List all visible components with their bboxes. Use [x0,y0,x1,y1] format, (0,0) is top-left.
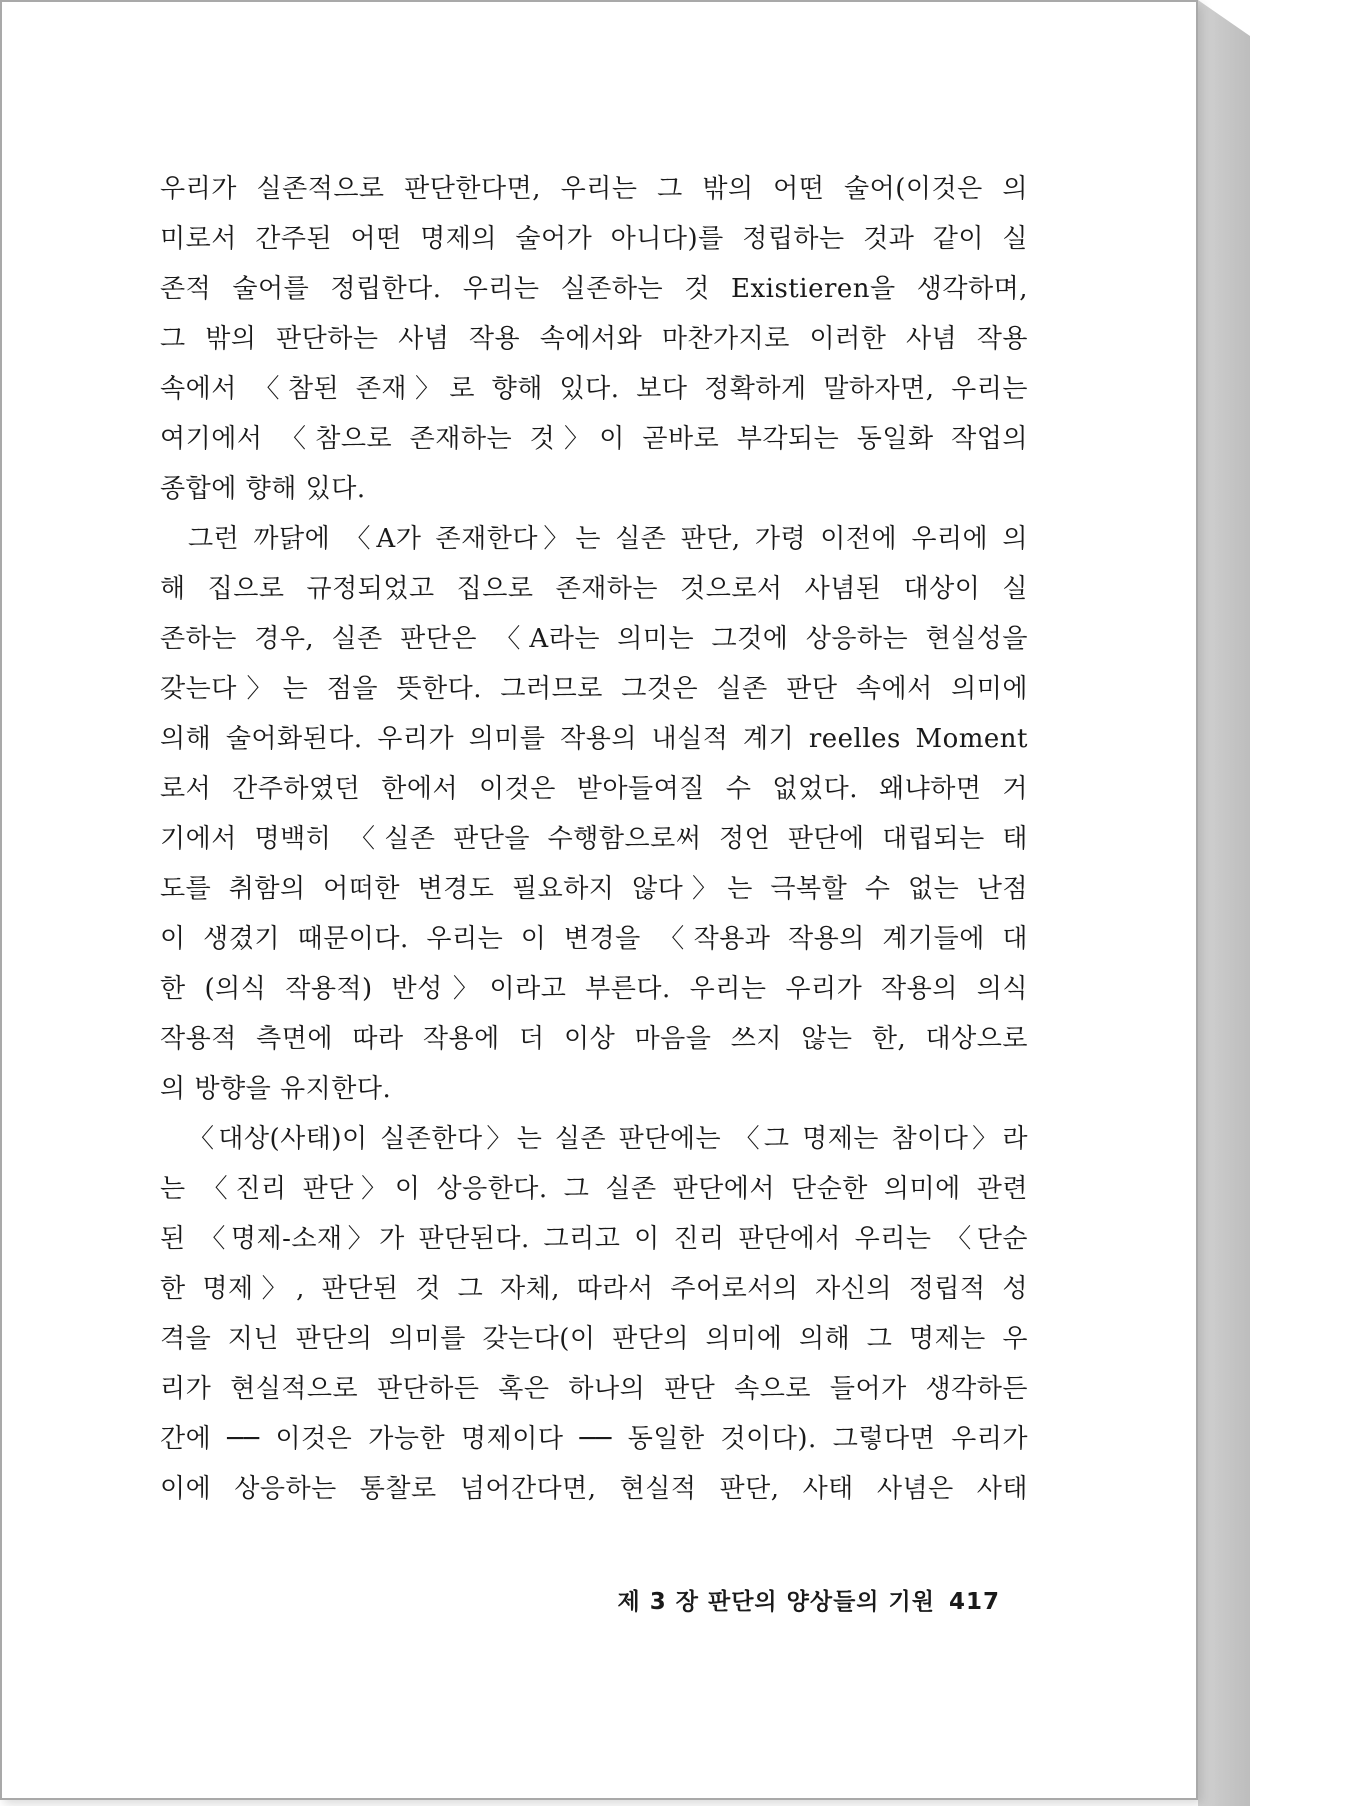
text-line: 존하는 경우, 실존 판단은 〈A라는 의미는 그것에 상응하는 현실성을 [160,624,1028,654]
text-line: 된 〈명제-소재〉가 판단된다. 그리고 이 진리 판단에서 우리는 〈단순 [160,1224,1028,1254]
text-line: 해 집으로 규정되었고 집으로 존재하는 것으로서 사념된 대상이 실 [160,574,1028,604]
text-line: 우리가 실존적으로 판단한다면, 우리는 그 밖의 어떤 술어(이것은 의 [160,174,1028,204]
text-line: 속에서 〈참된 존재〉로 향해 있다. 보다 정확하게 말하자면, 우리는 [160,374,1028,404]
chapter-title: 제 3 장 판단의 양상들의 기원 [617,1589,935,1615]
text-line: 종합에 향해 있다. [160,474,366,504]
text-line: 미로서 간주된 어떤 명제의 술어가 아니다)를 정립하는 것과 같이 실 [160,224,1028,254]
body-text [160,164,1028,1514]
text-line: 존적 술어를 정립한다. 우리는 실존하는 것 Existieren을 생각하며, [160,274,1028,304]
text-line: 는 〈진리 판단〉이 상응한다. 그 실존 판단에서 단순한 의미에 관련 [160,1174,1028,1204]
text-line: 〈대상(사태)이 실존한다〉는 실존 판단에는 〈그 명제는 참이다〉라 [188,1124,1028,1154]
text-line: 리가 현실적으로 판단하든 혹은 하나의 판단 속으로 들어가 생각하든 [160,1374,1028,1404]
text-line: 이에 상응하는 통찰로 넘어간다면, 현실적 판단, 사태 사념은 사태 [160,1474,1028,1504]
running-footer [618,1583,1000,1616]
text-line: 의해 술어화된다. 우리가 의미를 작용의 내실적 계기 reelles Moment [160,724,1028,754]
text-line: 한 (의식 작용적) 반성〉이라고 부른다. 우리는 우리가 작용의 의식 [160,974,1028,1004]
text-line: 도를 취함의 어떠한 변경도 필요하지 않다〉는 극복할 수 없는 난점 [160,874,1028,904]
paragraph-1 [160,164,1028,514]
page-number: 417 [948,1589,1000,1615]
text-line: 그 밖의 판단하는 사념 작용 속에서와 마찬가지로 이러한 사념 작용 [160,324,1028,354]
text-line: 그런 까닭에 〈A가 존재한다〉는 실존 판단, 가령 이전에 우리에 의 [188,524,1028,554]
text-line: 여기에서 〈참으로 존재하는 것〉이 곧바로 부각되는 동일화 작업의 [160,424,1028,454]
text-line: 이 생겼기 때문이다. 우리는 이 변경을 〈작용과 작용의 계기들에 대 [160,924,1028,954]
text-line: 의 방향을 유지한다. [160,1074,392,1104]
text-line: 한 명제〉, 판단된 것 그 자체, 따라서 주어로서의 자신의 정립적 성 [160,1274,1028,1304]
text-line: 간에 ── 이것은 가능한 명제이다 ── 동일한 것이다). 그렇다면 우리가 [160,1424,1028,1454]
text-line: 로서 간주하였던 한에서 이것은 받아들여질 수 없었다. 왜냐하면 거 [160,774,1028,804]
text-line: 기에서 명백히 〈실존 판단을 수행함으로써 정언 판단에 대립되는 태 [160,824,1028,854]
page-edge [1198,0,1250,1806]
paragraph-3 [160,1114,1028,1514]
paragraph-2 [160,514,1028,1114]
text-line: 갖는다〉는 점을 뜻한다. 그러므로 그것은 실존 판단 속에서 의미에 [160,674,1028,704]
text-line: 격을 지닌 판단의 의미를 갖는다(이 판단의 의미에 의해 그 명제는 우 [160,1324,1028,1354]
text-line: 작용적 측면에 따라 작용에 더 이상 마음을 쓰지 않는 한, 대상으로 [160,1024,1028,1054]
